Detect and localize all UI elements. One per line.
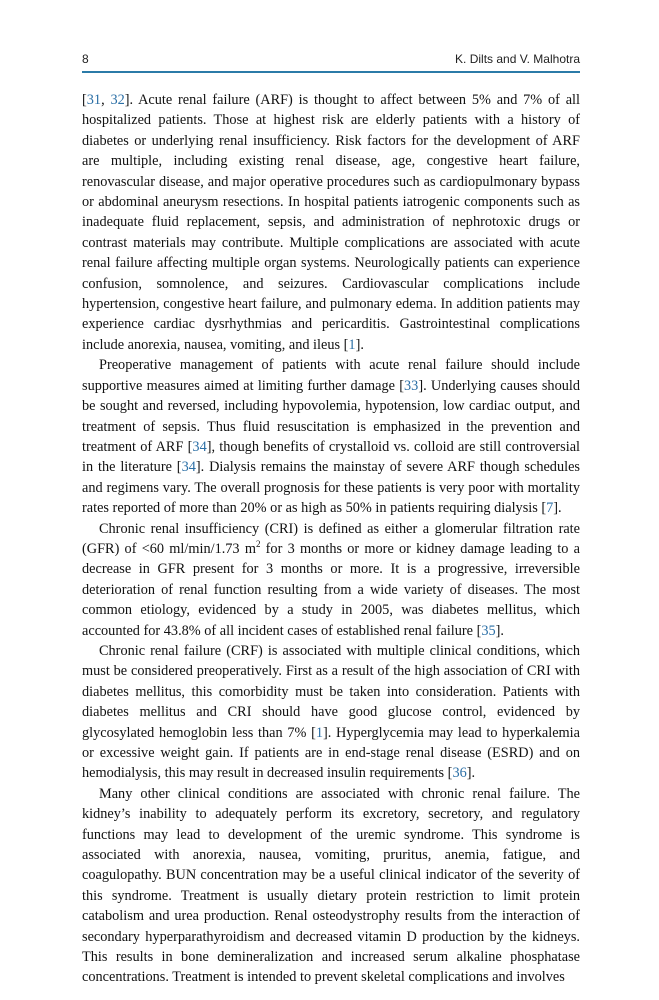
- text-segment: ]. Hyperglycemia may lead to hyperkalemia or excessive weight gain. If patients are in end-stage renal disease (ESRD) and on hemodialysis, this may result in decreased insulin requirements [: [82, 724, 580, 782]
- text-segment: Preoperative management of patients with acute renal failure should include supportive measures aimed at limiting further damage [: [82, 357, 580, 394]
- paragraph: [82, 519, 580, 641]
- text-segment: [: [82, 92, 87, 108]
- citation-link[interactable]: 1: [348, 336, 356, 353]
- text-segment: ].: [495, 622, 504, 639]
- text-segment: ].: [553, 500, 562, 517]
- text-segment: ,: [101, 92, 111, 108]
- citation-link[interactable]: 34: [192, 438, 207, 455]
- citation-link[interactable]: 31: [86, 92, 102, 108]
- text-segment: Chronic renal failure (CRF) is associated with multiple clinical conditions, which must be considered preoperatively. First as a result of the high association of CRI with diabetes mellitus, this comorbidity must be taken into consideration. Patients with diabetes mellitus and CRI should have good glucose control, evidenced by glycosylated hemoglobin less than 7% [: [82, 642, 580, 741]
- paragraph: [82, 355, 580, 518]
- text-segment: ].: [355, 336, 364, 353]
- text-segment: ]. Dialysis remains the mainstay of severe ARF though schedules and regimens vary. The overall prognosis for these patients is very poor with mortality rates reported of more than 20% or as high as 50% in patients requiring dialysis [: [82, 459, 580, 517]
- text-segment: Many other clinical conditions are associated with chronic renal failure. The kidney’s inability to adequately perform its excretory, secretory, and regulatory functions may lead to development of the uremic syndrome. This syndrome is associated with anorexia, nausea, vomiting, pruritus, anemia, fatigue, and coagulopathy. BUN concentration may be a useful clinical indicator of the severity of this syndrome. Treatment is usually dietary protein restriction to limit protein catabolism and urea production. Renal osteodystrophy results from the interaction of secondary hyperparathyroidism and decreased vitamin D production by the kidneys. This results in bone demineralization and increased serum alkaline phosphatase concentrations. Treatment is intended to prevent skeletal complications and involves: [82, 785, 580, 986]
- citation-link[interactable]: 7: [546, 500, 554, 517]
- text-segment: ]. Underlying causes should be sought and reversed, including hypovolemia, hypotension, low cardiac output, and treatment of sepsis. Thus fluid resuscitation is emphasized in the prevention and treatment of ARF [: [82, 377, 580, 455]
- citation-link[interactable]: 34: [181, 459, 196, 476]
- text-segment: ]. Acute renal failure (ARF) is thought to affect between 5% and 7% of all hospitalized patients. Those at highest risk are elderly patients with a history of diabetes or underlying renal insufficiency. Risk factors for the development of ARF are multiple, including existing renal disease, age, congestive heart failure, renovascular disease, and major operative procedures such as cardiopulmonary bypass or abdominal aneurysm resections. In hospital patients iatrogenic components such as inadequate fluid replacement, sepsis, and administration of nephrotoxic drugs or contrast materials may contribute. Multiple complications are associated with acute renal failure affecting multiple organ systems. Neurologically patients can experience confusion, somnolence, and seizures. Cardiovascular complications include hypertension, congestive heart failure, and pulmonary edema. In addition patients may experience cardiac dysrhythmias and pericarditis. Gastrointestinal complications include anorexia, nausea, vomiting, and ileus [: [82, 92, 580, 353]
- paragraph: [82, 641, 580, 784]
- citation-link[interactable]: 32: [110, 92, 125, 108]
- text-segment: ], though benefits of crystalloid vs. colloid are still controversial in the literature [: [82, 438, 581, 476]
- citation-link[interactable]: 35: [481, 622, 496, 639]
- text-segment: for 3 months or more or kidney damage leading to a decrease in GFR present for 3 months or more. It is a progressive, irreversible deterioration of renal function resulting from a wide variety of diseases. The most common etiology, evidenced by a study in 2005, was diabetes mellitus, which accounted for 43.8% of all incident cases of established renal failure [: [82, 540, 580, 639]
- citation-link[interactable]: 1: [315, 724, 324, 741]
- citation-link[interactable]: 33: [404, 377, 419, 394]
- text-segment: Chronic renal insufficiency (CRI) is defined as either a glomerular filtration rate (GFR) of <60 ml/min/1.73 m: [82, 520, 580, 557]
- superscript: 2: [255, 539, 261, 550]
- text-segment: ].: [466, 765, 476, 782]
- running-head: K. Dilts and V. Malhotra: [455, 52, 580, 66]
- citation-link[interactable]: 36: [452, 765, 467, 782]
- body-text: [82, 90, 580, 988]
- page-header: [82, 49, 580, 73]
- page-number: 8: [82, 52, 89, 66]
- paragraph: [82, 90, 580, 355]
- paragraph: [82, 784, 580, 988]
